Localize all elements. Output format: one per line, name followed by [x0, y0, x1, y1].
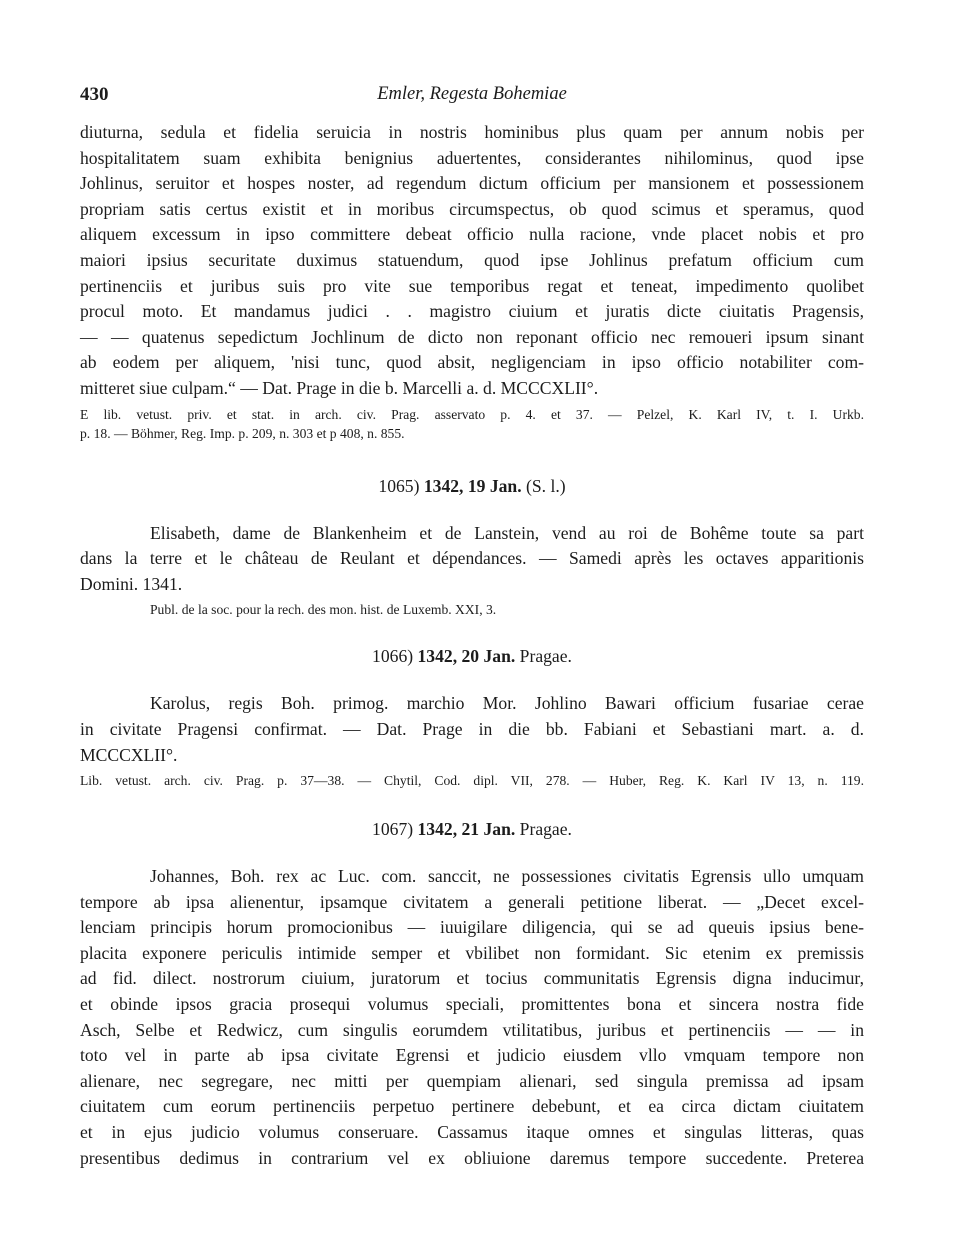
text-line: dans la terre et le château de Reulant et dépendances. — Samedi après les octaves apparitionis [80, 548, 864, 569]
page-number: 430 [80, 84, 109, 105]
text-line: alienare, nec segregare, nec mitti per quempiam alienari, sed singula premissa ad ipsam [80, 1070, 864, 1091]
running-title: Emler, Regesta Bohemiae [377, 84, 567, 104]
text-line: mitteret siue culpam.“ — Dat. Prage in die b. Marcelli a. d. MCCCXLII°. [80, 377, 599, 398]
entry-text [80, 521, 864, 598]
regest-entry-1067 [80, 816, 864, 1171]
text-line: ad fid. dilect. nostrorum ciuium, juratorum et tocius communitatis Egrensis digna inducimur, [80, 968, 864, 989]
text-line: procul moto. Et mandamus judici . . magistro ciuium et juratis dicte ciuitatis Pragensis, [80, 301, 864, 322]
source-note [80, 600, 864, 619]
page-header [80, 76, 864, 120]
text-line: ciuitatem cum eorum pertinenciis perpetuo pertinere debebunt, et ea circa dictam ciuitatem [80, 1096, 864, 1117]
entry-text [80, 864, 864, 1171]
note-line: Publ. de la soc. pour la rech. des mon. hist. de Luxemb. XXI, 3. [150, 602, 497, 618]
text-line: Johannes, Boh. rex ac Luc. com. sanccit, ne possessiones civitatis Egrensis ullo umquam [150, 866, 864, 887]
entry-date: 1342, 19 Jan. [423, 475, 522, 496]
source-note [80, 405, 864, 443]
entry-place: Pragae. [519, 819, 572, 840]
text-line: aliquem excessum in ipso committere debeat officio nulla racione, vnde placet nobis et pro [80, 224, 864, 245]
entry-place: (S. l.) [526, 475, 566, 496]
text-line: lenciam principis horum promocionibus — iuuigilare diligencia, qui se ad queuis ipsius bene- [80, 917, 864, 938]
text-line: et obinde ipsos gracia prosequi volumus speciali, promittentes bona et sincera nostra fide [80, 994, 864, 1015]
text-line: maiori ipsius securitate duximus statuendum, quod ipse Johlinus prefatum officium cum [80, 249, 864, 270]
text-line: Johlinus, seruitor et hospes noster, ad regendum dictum officium per mansionem et possessionem [80, 173, 864, 194]
regest-entry-1065 [80, 473, 864, 620]
text-line: ab eodem per aliquem, 'nisi tunc, quod absit, negligenciam in ipso officio notabiliter com- [80, 352, 864, 373]
regest-entry-1066 [80, 643, 864, 790]
text-line: pertinenciis et juribus suis pro vite sue temporibus regat et teneat, impedimento quolibet [80, 275, 864, 296]
text-line: Elisabeth, dame de Blankenheim et de Lanstein, vend au roi de Bohême toute sa part [150, 522, 864, 543]
entry-number: 1065) [378, 475, 420, 496]
entry-number: 1066) [372, 646, 414, 667]
text-line: toto vel in parte ab ipsa civitate Egrensi et judicio eiusdem vllo vmquam tempore non [80, 1045, 864, 1066]
document-page [80, 76, 864, 1171]
text-line: hospitalitatem suam exhibita benignius aduertentes, considerantes nihilominus, quod ipse [80, 147, 864, 168]
text-line: tempore ab ipsa alienentur, ipsamque civitatem a generali petitione liberat. — „Decet excel- [80, 891, 864, 912]
text-line: diuturna, sedula et fidelia seruicia in nostris hominibus plus quam per annum nobis per [80, 122, 864, 142]
entry-text [80, 691, 864, 768]
text-line: in civitate Pragensi confirmat. — Dat. Prage in die bb. Fabiani et Sebastiani mart. a. d. [80, 718, 864, 739]
entry-heading [80, 473, 864, 499]
text-line: et in ejus judicio volumus conseruare. Cassamus itaque omnes et singulas litteras, quas [80, 1122, 864, 1143]
continuation-text [80, 120, 864, 402]
text-line: — — quatenus sepedictum Jochlinum de dicto non reponant officio nec remoueri ipsum sinant [80, 326, 864, 347]
source-note [80, 771, 864, 790]
entry-heading [80, 816, 864, 842]
entry-date: 1342, 20 Jan. [417, 646, 516, 667]
text-line: MCCCXLII°. [80, 744, 178, 765]
entry-date: 1342, 21 Jan. [417, 819, 516, 840]
note-line: p. 18. — Böhmer, Reg. Imp. p. 209, n. 303 et p 408, n. 855. [80, 425, 405, 441]
entry-number: 1067) [372, 819, 414, 840]
text-line: Asch, Selbe et Redwicz, cum singulis eorumdem vtilitatibus, juribus et pertinenciis — — in [80, 1019, 864, 1040]
entry-heading [80, 643, 864, 669]
text-line: Karolus, regis Boh. primog. marchio Mor. Johlino Bawari officium fusariae cerae [150, 693, 864, 714]
note-line: E lib. vetust. priv. et stat. in arch. civ. Prag. asservato p. 4. et 37. — Pelzel, K. Karl IV, t. I. Urkb. [80, 406, 864, 422]
note-line: Lib. vetust. arch. civ. Prag. p. 37—38. — Chytil, Cod. dipl. VII, 278. — Huber, Reg. K. Karl IV 13, n. 119. [80, 773, 864, 789]
text-line: placita exponere periculis intimide semper et vbilibet non formidant. Sic etenim ex premissis [80, 942, 864, 963]
entry-place: Pragae. [519, 646, 572, 667]
text-line: presentibus dedimus in contrarium vel ex obliuione daremus tempore succedente. Preterea [80, 1147, 864, 1168]
text-line: Domini. 1341. [80, 573, 183, 594]
text-line: propriam satis certus existit et in moribus circumspectus, ob quod scimus et speramus, quod [80, 198, 864, 219]
